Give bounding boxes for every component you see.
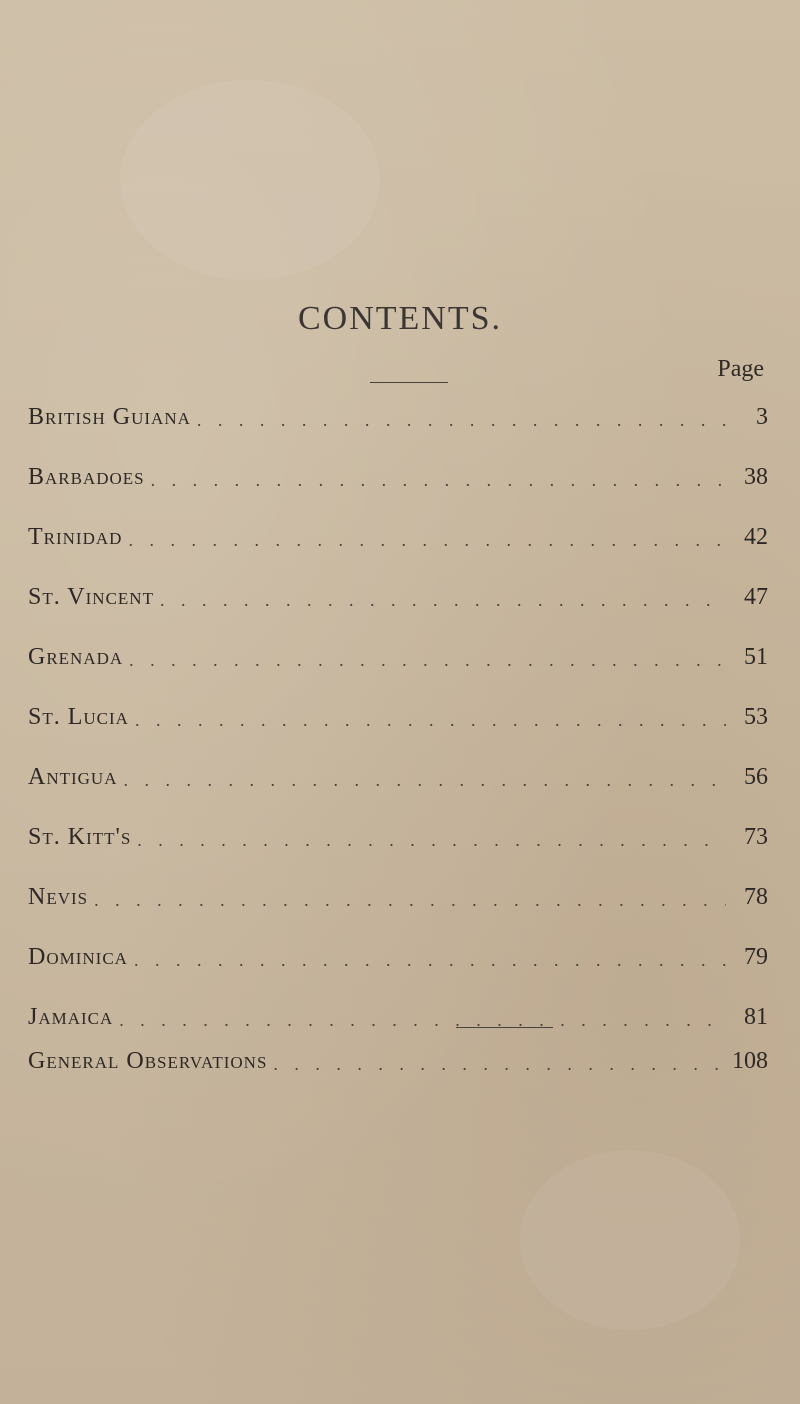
entry-page-number: 53 xyxy=(744,704,768,730)
entry-title: Jamaica xyxy=(28,1004,114,1030)
toc-entry xyxy=(28,884,768,944)
entry-page-number: 42 xyxy=(744,524,768,550)
title-rule xyxy=(370,382,448,383)
entry-title: Trinidad xyxy=(28,524,123,550)
paper-stain xyxy=(120,80,380,280)
dot-leader xyxy=(94,884,726,911)
page-title: CONTENTS. xyxy=(297,300,503,337)
entry-title: Grenada xyxy=(28,644,124,670)
dot-leader xyxy=(119,1004,726,1031)
entry-title: Nevis xyxy=(28,884,89,910)
dot-leader xyxy=(273,1048,726,1075)
entry-page-number: 51 xyxy=(744,644,768,670)
entry-title: St. Kitt's xyxy=(28,824,132,850)
entry-page-number: 3 xyxy=(756,404,768,430)
entry-page-number: 47 xyxy=(744,584,768,610)
entry-title: British Guiana xyxy=(28,404,191,430)
toc-entry xyxy=(28,584,768,644)
dot-leader xyxy=(197,404,726,431)
contents-list xyxy=(28,404,768,1064)
toc-entry-general xyxy=(28,1048,768,1108)
dot-leader xyxy=(124,764,727,791)
entry-page-number: 56 xyxy=(744,764,768,790)
entry-title: Antigua xyxy=(28,764,118,790)
entry-page-number: 38 xyxy=(744,464,768,490)
entry-title: Dominica xyxy=(28,944,128,970)
entry-page-number: 73 xyxy=(744,824,768,850)
toc-entry xyxy=(28,824,768,884)
entry-title: Barbadoes xyxy=(28,464,145,490)
entry-page-number: 81 xyxy=(744,1004,768,1030)
toc-entry xyxy=(28,644,768,704)
toc-entry xyxy=(28,404,768,464)
entry-page-number: 79 xyxy=(744,944,768,970)
toc-entry xyxy=(28,524,768,584)
page-column-label: Page xyxy=(717,356,764,382)
dot-leader xyxy=(137,824,726,851)
toc-entry xyxy=(28,764,768,824)
entry-page-number: 78 xyxy=(744,884,768,910)
dot-leader xyxy=(135,704,726,731)
dot-leader xyxy=(128,524,726,551)
toc-entry xyxy=(28,704,768,764)
entry-title: St. Vincent xyxy=(28,584,154,610)
dot-leader xyxy=(134,944,726,971)
toc-entry xyxy=(28,464,768,524)
dot-leader xyxy=(129,644,726,671)
paper-stain xyxy=(520,1150,740,1330)
section-rule xyxy=(456,1027,553,1028)
toc-entry xyxy=(28,944,768,1004)
entry-page-number: 108 xyxy=(732,1048,768,1074)
dot-leader xyxy=(151,464,726,491)
entry-title: General Observations xyxy=(28,1048,268,1074)
dot-leader xyxy=(160,584,726,611)
entry-title: St. Lucia xyxy=(28,704,129,730)
